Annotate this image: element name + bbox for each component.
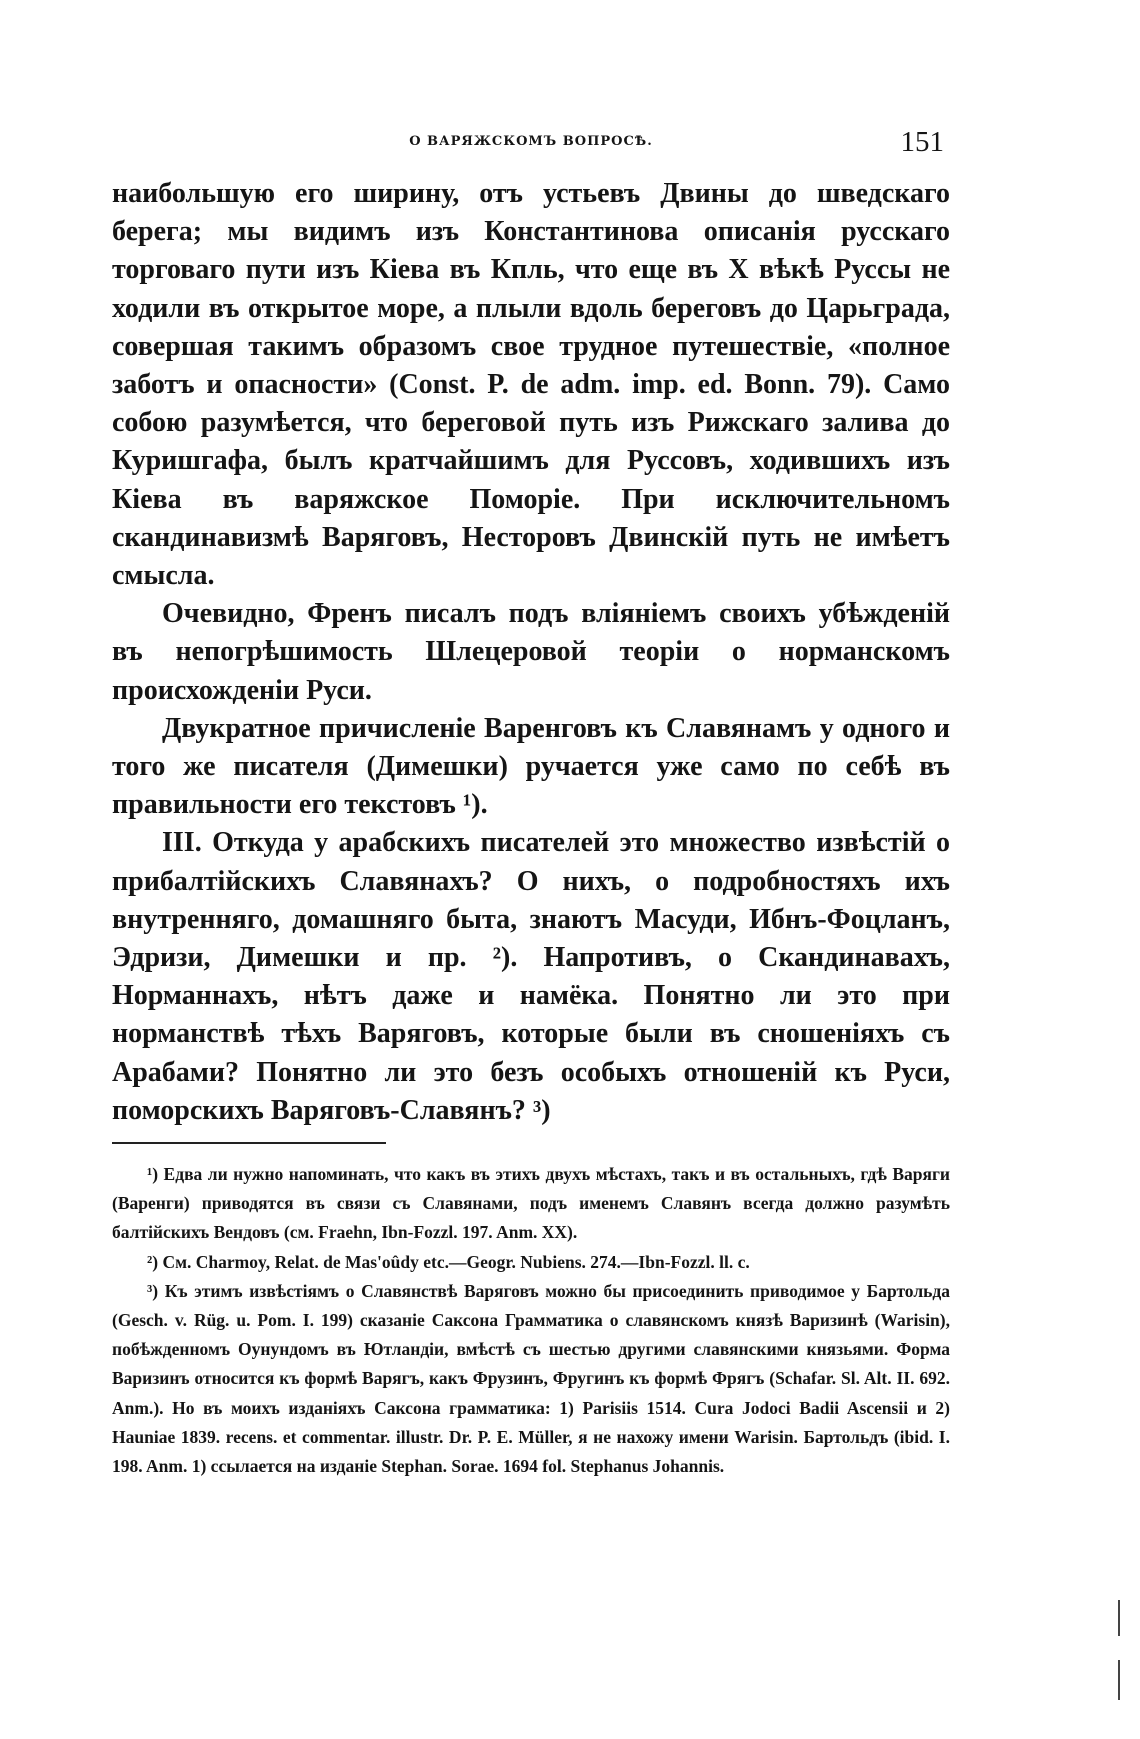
footnote-3: ³) Къ этимъ извѣстіямъ о Славянствѣ Варяговъ можно бы присоединить приводимое у Бартольда (Gesch. v. Rüg. u. Pom. I. 199) сказаніе Саксона Грамматика о славянскомъ князѣ Варизинѣ (Warisin), побѣжденномъ Оунундомъ въ Ютландіи, вмѣстѣ съ шестью другими славянскими князьями. Форма Варизинъ относится къ формѣ Варягъ, какъ Фрузинъ, Фругинъ къ формѣ Фрягъ (Schafar. Sl. Alt. II. 692. Anm.). Но въ моихъ изданіяхъ Саксона грамматика: 1) Parisiis 1514. Cura Jodoci Badii Ascensii и 2) Hauniae 1839. recens. et commentar. illustr. Dr. P. E. Müller, я не нахожу имени Warisin. Бартольдъ (ibid. I. 198. Anm. 1) ссылается на изданіе Stephan. Sorae. 1694 fol. Stephanus Johannis.	[112, 1280, 950, 1477]
scan-edge-mark	[1118, 1600, 1120, 1636]
paragraph: Двукратное причисленіе Варенговъ къ Славянамъ у одного и того же писателя (Димешки) ручается уже само по себѣ въ правильности его текстовъ ¹).	[112, 712, 950, 821]
paragraph: наибольшую его ширину, отъ устьевъ Двины до шведскаго берега; мы видимъ изъ Константинова описанія русскаго торговаго пути изъ Кіева въ Кпль, что еще въ X вѣкѣ Руссы не ходили въ открытое море, а плыли вдоль береговъ до Царьграда, совершая такимъ образомъ свое трудное путешествіе, «полное заботъ и опасности» (Const. P. de adm. imp. ed. Bonn. 79). Само собою разумѣется, что береговой путь изъ Рижскаго залива до Куришгафа, былъ кратчайшимъ для Руссовъ, ходившихъ изъ Кіева въ варяжское Поморіе. При исключительномъ скандинавизмѣ Варяговъ, Несторовъ Двинскій путь не имѣетъ смысла.	[112, 178, 950, 592]
footnotes	[112, 1160, 950, 1481]
paragraph: III. Откуда у арабскихъ писателей это множество извѣстій о прибалтійскихъ Славянахъ? О нихъ, о подробностяхъ ихъ внутренняго, домашняго быта, знаютъ Масуди, Ибнъ-Фоцланъ, Эдризи, Димешки и пр. ²). Напротивъ, о Скандинавахъ, Норманнахъ, нѣтъ даже и намёка. Понятно ли это при норманствѣ тѣхъ Варяговъ, которые были въ сношеніяхъ съ Арабами? Понятно ли это безъ особыхъ отношеній къ Руси, поморскихъ Варяговъ-Славянъ? ³)	[112, 827, 950, 1126]
page-number: 151	[900, 126, 944, 158]
running-title: О ВАРЯЖСКОМЪ ВОПРОСѢ.	[409, 134, 653, 149]
page-header	[112, 126, 950, 166]
paragraph: Очевидно, Френъ писалъ подъ вліяніемъ своихъ убѣжденій въ непогрѣшимость Шлецеровой теоріи о норманскомъ происхожденіи Руси.	[112, 598, 950, 706]
footnote-2: ²) См. Charmoy, Relat. de Mas'oûdy etc.—Geogr. Nubiens. 274.—Ibn-Fozzl. ll. c.	[147, 1251, 750, 1272]
footnote-1: ¹) Едва ли нужно напоминать, что какъ въ этихъ двухъ мѣстахъ, такъ и въ остальныхъ, гдѣ Варяги (Варенги) приводятся въ связи съ Славянами, подъ именемъ Славянъ всегда должно разумѣть балтійскихъ Вендовъ (см. Fraehn, Ibn-Fozzl. 197. Anm. XX).	[112, 1164, 950, 1243]
footnote-separator	[112, 1142, 386, 1144]
scan-edge-mark	[1118, 1660, 1120, 1700]
main-text	[112, 175, 950, 1130]
